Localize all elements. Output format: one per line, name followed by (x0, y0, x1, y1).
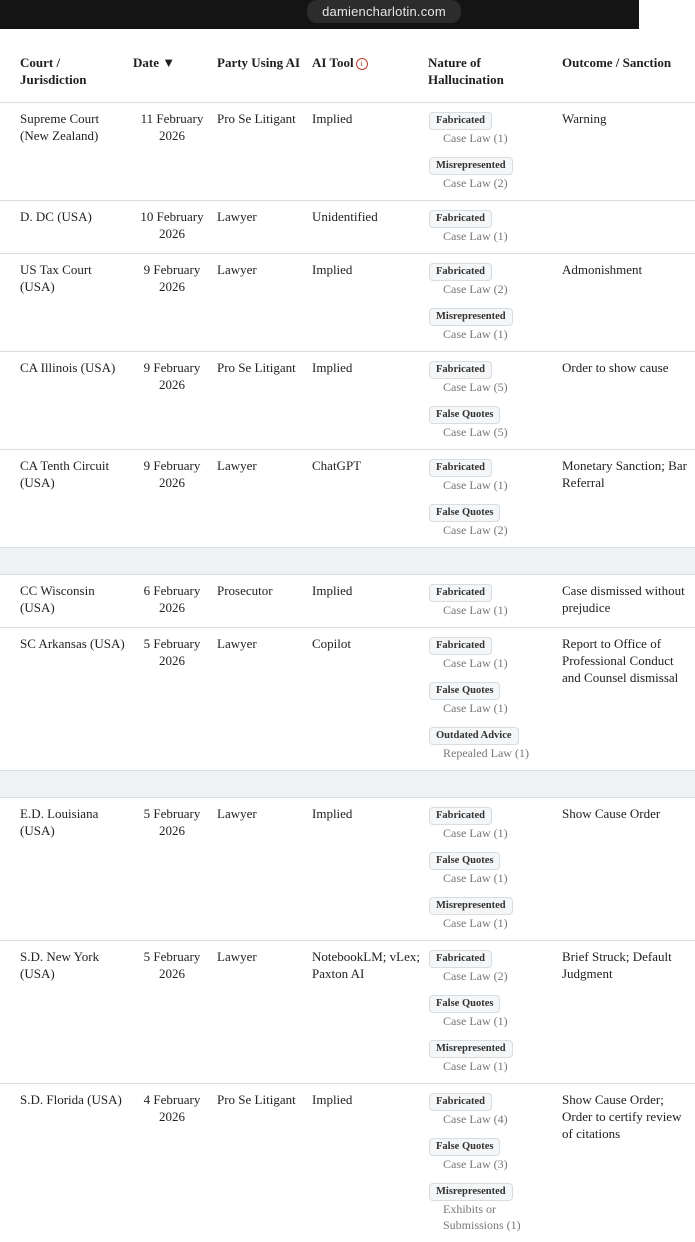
cell-nature (428, 450, 562, 548)
cell-tool: Implied (312, 103, 428, 201)
hallucination-detail: Case Law (1) (428, 602, 556, 618)
hallucination-item (428, 635, 556, 671)
column-header-nature[interactable]: Nature of Hallucination (428, 48, 562, 103)
cell-date: 11 February 2026 (133, 103, 217, 201)
hallucination-detail: Case Law (1) (428, 655, 556, 671)
hallucination-type-badge: Fabricated (429, 361, 492, 379)
hallucination-item (428, 502, 556, 538)
cell-party: Pro Se Litigant (217, 1084, 312, 1242)
hallucination-detail: Case Law (2) (428, 968, 556, 984)
hallucination-item (428, 306, 556, 342)
cell-nature (428, 352, 562, 450)
hallucination-detail: Case Law (5) (428, 424, 556, 440)
hallucination-detail: Case Law (1) (428, 700, 556, 716)
cell-nature (428, 941, 562, 1084)
hallucination-detail: Case Law (1) (428, 477, 556, 493)
hallucination-cases-table (0, 48, 695, 1242)
table-row[interactable] (0, 941, 695, 1084)
hallucination-detail: Case Law (1) (428, 1058, 556, 1074)
cell-date: 9 February 2026 (133, 352, 217, 450)
cell-outcome: Case dismissed without prejudice (562, 575, 695, 628)
hallucination-item (428, 155, 556, 191)
hallucination-item (428, 895, 556, 931)
cell-party: Pro Se Litigant (217, 352, 312, 450)
cell-outcome: Warning (562, 103, 695, 201)
browser-toolbar (0, 0, 639, 29)
table-row[interactable] (0, 628, 695, 771)
hallucination-detail: Case Law (1) (428, 870, 556, 886)
hallucination-type-badge: Misrepresented (429, 1183, 513, 1201)
address-bar[interactable]: damiencharlotin.com (307, 0, 461, 23)
table-row-spacer (0, 771, 695, 798)
hallucination-item (428, 948, 556, 984)
hallucination-type-badge: Misrepresented (429, 157, 513, 175)
cell-nature (428, 628, 562, 771)
cell-tool: Implied (312, 352, 428, 450)
cell-nature (428, 201, 562, 254)
hallucination-item (428, 850, 556, 886)
hallucination-item (428, 208, 556, 244)
hallucination-detail: Case Law (3) (428, 1156, 556, 1172)
hallucination-detail: Case Law (1) (428, 1013, 556, 1029)
hallucination-item (428, 1038, 556, 1074)
cell-nature (428, 798, 562, 941)
cell-tool: Copilot (312, 628, 428, 771)
hallucination-detail: Exhibits or Submissions (1) (428, 1201, 556, 1233)
hallucination-type-badge: Outdated Advice (429, 727, 519, 745)
hallucination-type-badge: False Quotes (429, 1138, 500, 1156)
cell-party: Prosecutor (217, 575, 312, 628)
cell-court: SC Arkansas (USA) (0, 628, 133, 771)
cell-outcome: Report to Office of Professional Conduct and Counsel dismissal (562, 628, 695, 771)
hallucination-type-badge: Misrepresented (429, 308, 513, 326)
cell-court: S.D. Florida (USA) (0, 1084, 133, 1242)
cell-outcome: Admonishment (562, 254, 695, 352)
hallucination-type-badge: False Quotes (429, 852, 500, 870)
table-row[interactable] (0, 254, 695, 352)
cell-party: Lawyer (217, 450, 312, 548)
table-row-spacer (0, 548, 695, 575)
hallucination-type-badge: False Quotes (429, 682, 500, 700)
hallucination-detail: Case Law (1) (428, 326, 556, 342)
cell-tool: Implied (312, 798, 428, 941)
cell-tool: Unidentified (312, 201, 428, 254)
cell-date: 5 February 2026 (133, 798, 217, 941)
hallucination-type-badge: Fabricated (429, 459, 492, 477)
cell-date: 9 February 2026 (133, 450, 217, 548)
cell-outcome: Monetary Sanction; Bar Referral (562, 450, 695, 548)
cell-nature (428, 103, 562, 201)
hallucination-item (428, 805, 556, 841)
cell-party: Lawyer (217, 201, 312, 254)
hallucination-item (428, 359, 556, 395)
hallucination-type-badge: False Quotes (429, 995, 500, 1013)
table-body (0, 103, 695, 1242)
cell-nature (428, 254, 562, 352)
cell-outcome (562, 201, 695, 254)
hallucination-item (428, 1091, 556, 1127)
hallucination-type-badge: Fabricated (429, 584, 492, 602)
cell-outcome: Order to show cause (562, 352, 695, 450)
table-row[interactable] (0, 575, 695, 628)
column-header-court[interactable]: Court / Jurisdiction (0, 48, 133, 103)
hallucination-item (428, 725, 556, 761)
hallucination-detail: Case Law (1) (428, 825, 556, 841)
cell-nature (428, 575, 562, 628)
hallucination-detail: Case Law (1) (428, 915, 556, 931)
cell-court: Supreme Court (New Zealand) (0, 103, 133, 201)
cell-tool: ChatGPT (312, 450, 428, 548)
column-header-party[interactable]: Party Using AI (217, 48, 312, 103)
table-row[interactable] (0, 352, 695, 450)
cell-court: CA Tenth Circuit (USA) (0, 450, 133, 548)
table-row[interactable] (0, 103, 695, 201)
cell-tool: Implied (312, 254, 428, 352)
hallucination-type-badge: Misrepresented (429, 1040, 513, 1058)
hallucination-item (428, 1136, 556, 1172)
hallucination-detail: Case Law (1) (428, 228, 556, 244)
cell-tool: Implied (312, 575, 428, 628)
hallucination-type-badge: Fabricated (429, 637, 492, 655)
cell-party: Pro Se Litigant (217, 103, 312, 201)
hallucination-item (428, 1181, 556, 1233)
hallucination-detail: Case Law (2) (428, 281, 556, 297)
hallucination-item (428, 457, 556, 493)
table-row[interactable] (0, 201, 695, 254)
cell-date: 10 February 2026 (133, 201, 217, 254)
hallucination-detail: Case Law (1) (428, 130, 556, 146)
hallucination-item (428, 110, 556, 146)
hallucination-item (428, 582, 556, 618)
cell-party: Lawyer (217, 254, 312, 352)
table-row[interactable] (0, 450, 695, 548)
table-row[interactable] (0, 798, 695, 941)
cell-party: Lawyer (217, 628, 312, 771)
cell-date: 5 February 2026 (133, 941, 217, 1084)
column-header-tool[interactable] (312, 48, 428, 103)
table-header-row (0, 48, 695, 103)
cell-court: D. DC (USA) (0, 201, 133, 254)
hallucination-detail: Case Law (4) (428, 1111, 556, 1127)
hallucination-type-badge: False Quotes (429, 504, 500, 522)
cell-date: 9 February 2026 (133, 254, 217, 352)
cell-party: Lawyer (217, 941, 312, 1084)
spacer-cell (0, 548, 695, 575)
cell-tool: Implied (312, 1084, 428, 1242)
cell-outcome: Brief Struck; Default Judgment (562, 941, 695, 1084)
hallucination-type-badge: Misrepresented (429, 897, 513, 915)
cell-court: CA Illinois (USA) (0, 352, 133, 450)
spacer-cell (0, 771, 695, 798)
hallucination-detail: Case Law (5) (428, 379, 556, 395)
cell-date: 6 February 2026 (133, 575, 217, 628)
cell-court: US Tax Court (USA) (0, 254, 133, 352)
hallucination-item (428, 993, 556, 1029)
cell-outcome: Show Cause Order; Order to certify review of citations (562, 1084, 695, 1242)
table-row[interactable] (0, 1084, 695, 1242)
hallucination-type-badge: Fabricated (429, 210, 492, 228)
hallucination-detail: Repealed Law (1) (428, 745, 556, 761)
hallucination-item (428, 680, 556, 716)
hallucination-item (428, 404, 556, 440)
hallucination-type-badge: Fabricated (429, 807, 492, 825)
column-header-outcome[interactable]: Outcome / Sanction (562, 48, 695, 103)
info-icon[interactable]: i (356, 58, 368, 70)
cell-outcome: Show Cause Order (562, 798, 695, 941)
cell-party: Lawyer (217, 798, 312, 941)
column-header-tool-label: AI Tool (312, 55, 354, 70)
hallucination-detail: Case Law (2) (428, 522, 556, 538)
hallucination-type-badge: Fabricated (429, 950, 492, 968)
hallucination-type-badge: Fabricated (429, 1093, 492, 1111)
column-header-date[interactable]: Date ▼ (133, 48, 217, 103)
cell-date: 4 February 2026 (133, 1084, 217, 1242)
hallucination-item (428, 261, 556, 297)
cell-court: S.D. New York (USA) (0, 941, 133, 1084)
cell-nature (428, 1084, 562, 1242)
cell-tool: NotebookLM; vLex; Paxton AI (312, 941, 428, 1084)
cell-court: CC Wisconsin (USA) (0, 575, 133, 628)
cell-court: E.D. Louisiana (USA) (0, 798, 133, 941)
hallucination-type-badge: Fabricated (429, 263, 492, 281)
hallucination-detail: Case Law (2) (428, 175, 556, 191)
hallucination-type-badge: False Quotes (429, 406, 500, 424)
cell-date: 5 February 2026 (133, 628, 217, 771)
hallucination-type-badge: Fabricated (429, 112, 492, 130)
